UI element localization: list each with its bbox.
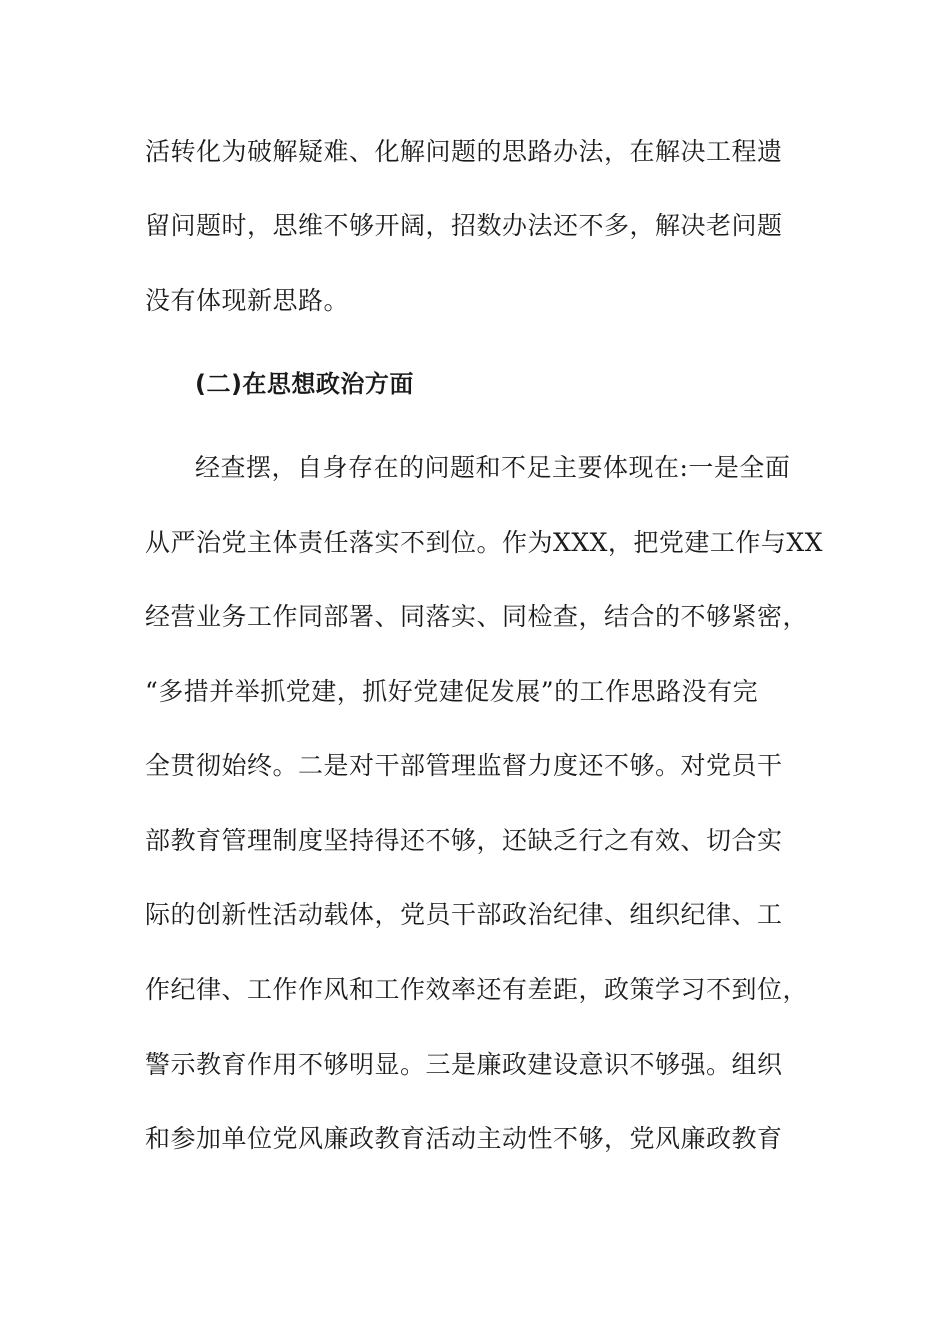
text-line-10: 部教育管理制度坚持得还不够，还缺乏行之有效、切合实 <box>145 826 783 855</box>
text-line-1: 活转化为破解疑难、化解问题的思路办法，在解决工程遗 <box>145 137 783 166</box>
text-line-9: 全贯彻始终。二是对干部管理监督力度还不够。对党员干 <box>145 751 783 780</box>
text-line-2: 留问题时，思维不够开阔，招数办法还不多，解决老问题 <box>145 211 783 240</box>
text-line-5: 经查摆，自身存在的问题和不足主要体现在:一是全面 <box>195 453 791 482</box>
text-line-3: 没有体现新思路。 <box>145 286 350 315</box>
text-line-14: 和参加单位党风廉政教育活动主动性不够，党风廉政教育 <box>145 1124 783 1153</box>
text-line-13: 警示教育作用不够明显。三是廉政建设意识不够强。组织 <box>145 1050 783 1079</box>
text-line-8: “多措并举抓党建，抓好党建促发展”的工作思路没有完 <box>145 677 759 706</box>
section-heading: (二)在思想政治方面 <box>195 370 414 398</box>
text-line-11: 际的创新性活动载体，党员干部政治纪律、组织纪律、工 <box>145 900 783 929</box>
text-line-7: 经营业务工作同部署、同落实、同检查，结合的不够紧密， <box>145 602 809 631</box>
text-line-12: 作纪律、工作作风和工作效率还有差距，政策学习不到位， <box>145 975 809 1004</box>
text-line-6: 从严治党主体责任落实不到位。作为XXX，把党建工作与XX <box>145 528 823 557</box>
